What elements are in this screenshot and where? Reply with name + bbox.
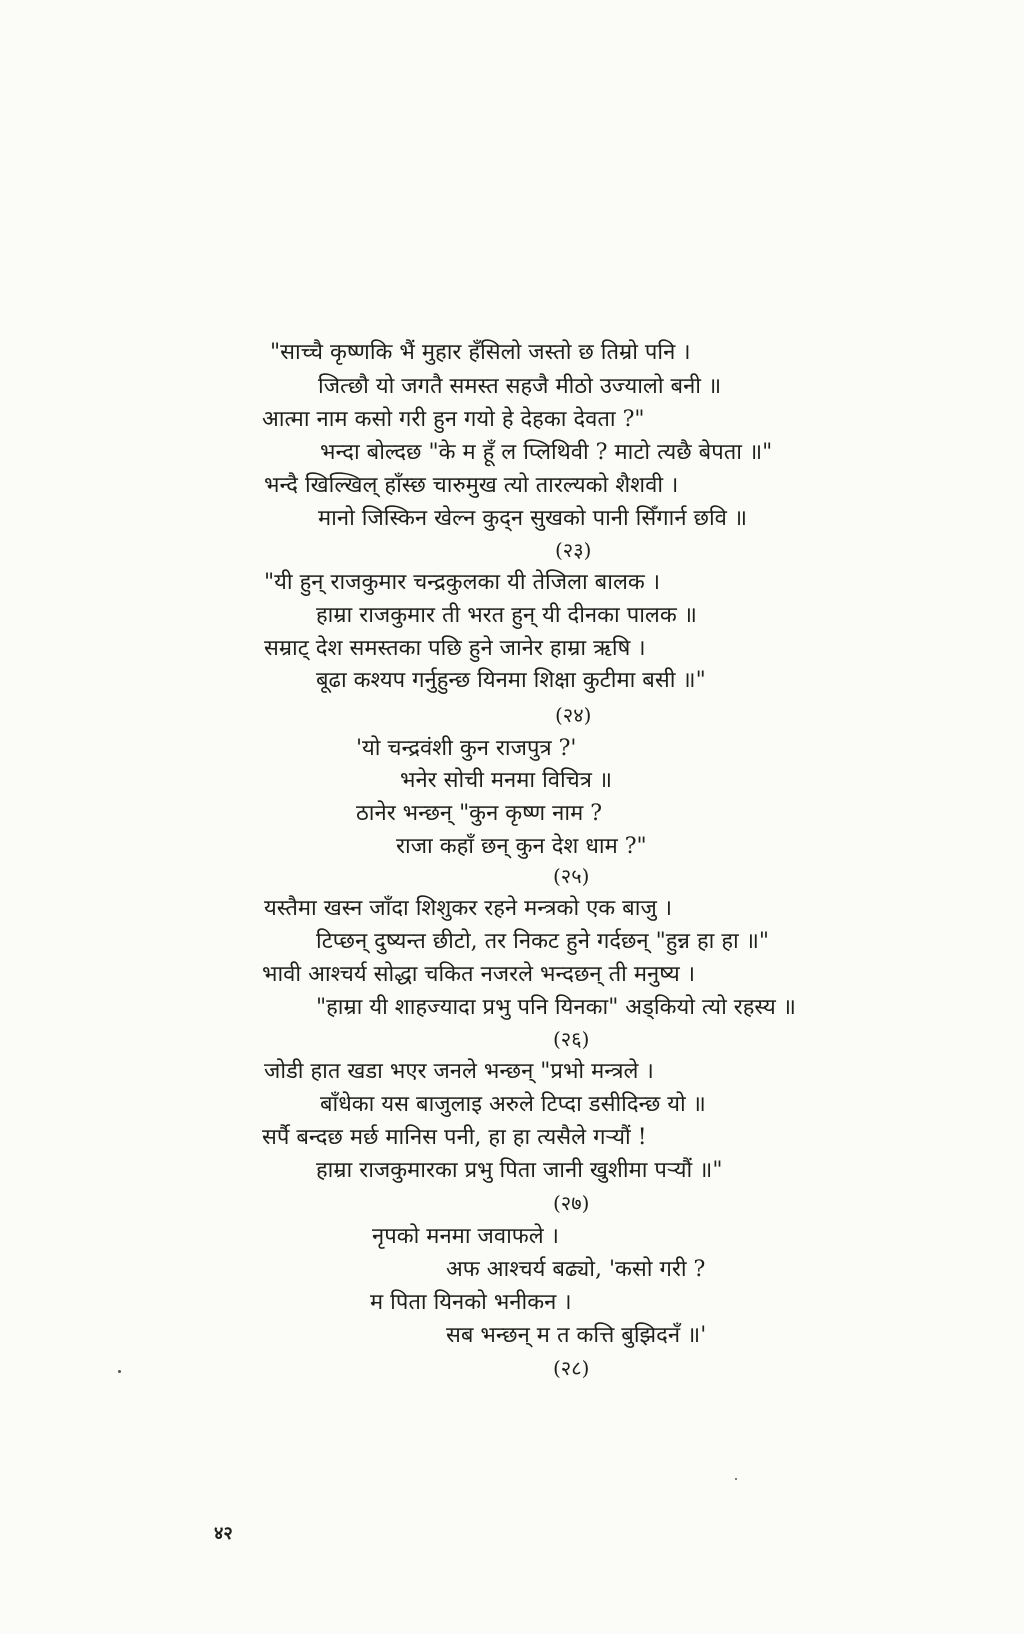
verse-line: ठानेर भन्छन् "कुन कृष्ण नाम ? <box>356 801 603 826</box>
verse-line: जित्छौ यो जगतै समस्त सहजै मीठो उज्यालो बनी ॥ <box>318 374 722 399</box>
verse-line: सब भन्छन् म त कत्ति बुझिदनँ ॥' <box>446 1323 707 1348</box>
verse-line: राजा कहाँ छन् कुन देश धाम ?" <box>396 834 647 859</box>
verse-line: "यी हुन् राजकुमार चन्द्रकुलका यी तेजिला बालक । <box>264 570 661 595</box>
stanza-number: (२५) <box>553 864 590 888</box>
verse-line: बूढा कश्यप गर्नुहुन्छ यिनमा शिक्षा कुटीमा बसी ॥" <box>316 668 706 693</box>
stanza-number: (२४) <box>555 703 592 727</box>
stanza-number: (२७) <box>553 1191 590 1215</box>
verse-line: भनेर सोची मनमा विचित्र ॥ <box>400 768 613 793</box>
verse-line: सम्राट् देश समस्तका पछि हुने जानेर हाम्रा ऋषि । <box>264 636 646 661</box>
stanza-number: (२८) <box>553 1356 590 1380</box>
verse-line: टिप्छन् दुष्यन्त छीटो, तर निकट हुने गर्दछन् "हुन्न हा हा ॥" <box>316 929 770 954</box>
verse-line: 'यो चन्द्रवंशी कुन राजपुत्र ?' <box>356 736 577 761</box>
verse-line: "हाम्रा यी शाहज्यादा प्रभु पनि यिनका" अड्कियो त्यो रहस्य ॥ <box>316 995 796 1020</box>
verse-line: म पिता यिनको भनीकन । <box>370 1290 572 1315</box>
verse-line: हाम्रा राजकुमार ती भरत हुन् यी दीनका पालक ॥ <box>316 603 697 628</box>
verse-line: मानो जिस्किन खेल्न कुद्न सुखको पानी सिँगार्न छवि ॥ <box>318 506 748 531</box>
verse-line: जोडी हात खडा भएर जनले भन्छन् "प्रभो मन्त्रले । <box>264 1059 654 1084</box>
verse-line: सर्पै बन्दछ मर्छ मानिस पनी, हा हा त्यसैले गऱ्यौं ! <box>262 1125 647 1150</box>
verse-line: अफ आश्चर्य बढ्यो, 'कसो गरी ? <box>446 1257 706 1282</box>
verse-line: हाम्रा राजकुमारका प्रभु पिता जानी खुशीमा पऱ्यौं ॥" <box>316 1158 723 1183</box>
page-number: ४२ <box>214 1523 233 1544</box>
stanza-number: (२३) <box>555 538 592 562</box>
verse-line: भन्दा बोल्दछ "के म हूँ ल प्लिथिवी ? माटो त्यछै बेपता ॥" <box>320 440 773 465</box>
stanza-number: (२६) <box>553 1027 590 1051</box>
verse-line: "साच्चै कृष्णकि भैं मुहार हँसिलो जस्तो छ तिम्रो पनि । <box>270 340 691 365</box>
scan-speck <box>735 1478 737 1480</box>
scan-speck <box>118 1370 121 1373</box>
verse-line: यस्तैमा खस्न जाँदा शिशुकर रहने मन्त्रको एक बाजु । <box>264 896 673 921</box>
verse-line: नृपको मनमा जवाफले । <box>372 1224 559 1249</box>
verse-line: आत्मा नाम कसो गरी हुन गयो हे देहका देवता ?" <box>262 407 645 432</box>
verse-line: भन्दै खिल्खिल् हाँस्छ चारुमुख त्यो तारल्यको शैशवी । <box>264 473 679 498</box>
verse-line: भावी आश्चर्य सोद्धा चकित नजरले भन्दछन् ती मनुष्य । <box>262 962 696 987</box>
verse-line: बाँधेका यस बाजुलाइ अरुले टिप्दा डसीदिन्छ यो ॥ <box>320 1092 706 1117</box>
